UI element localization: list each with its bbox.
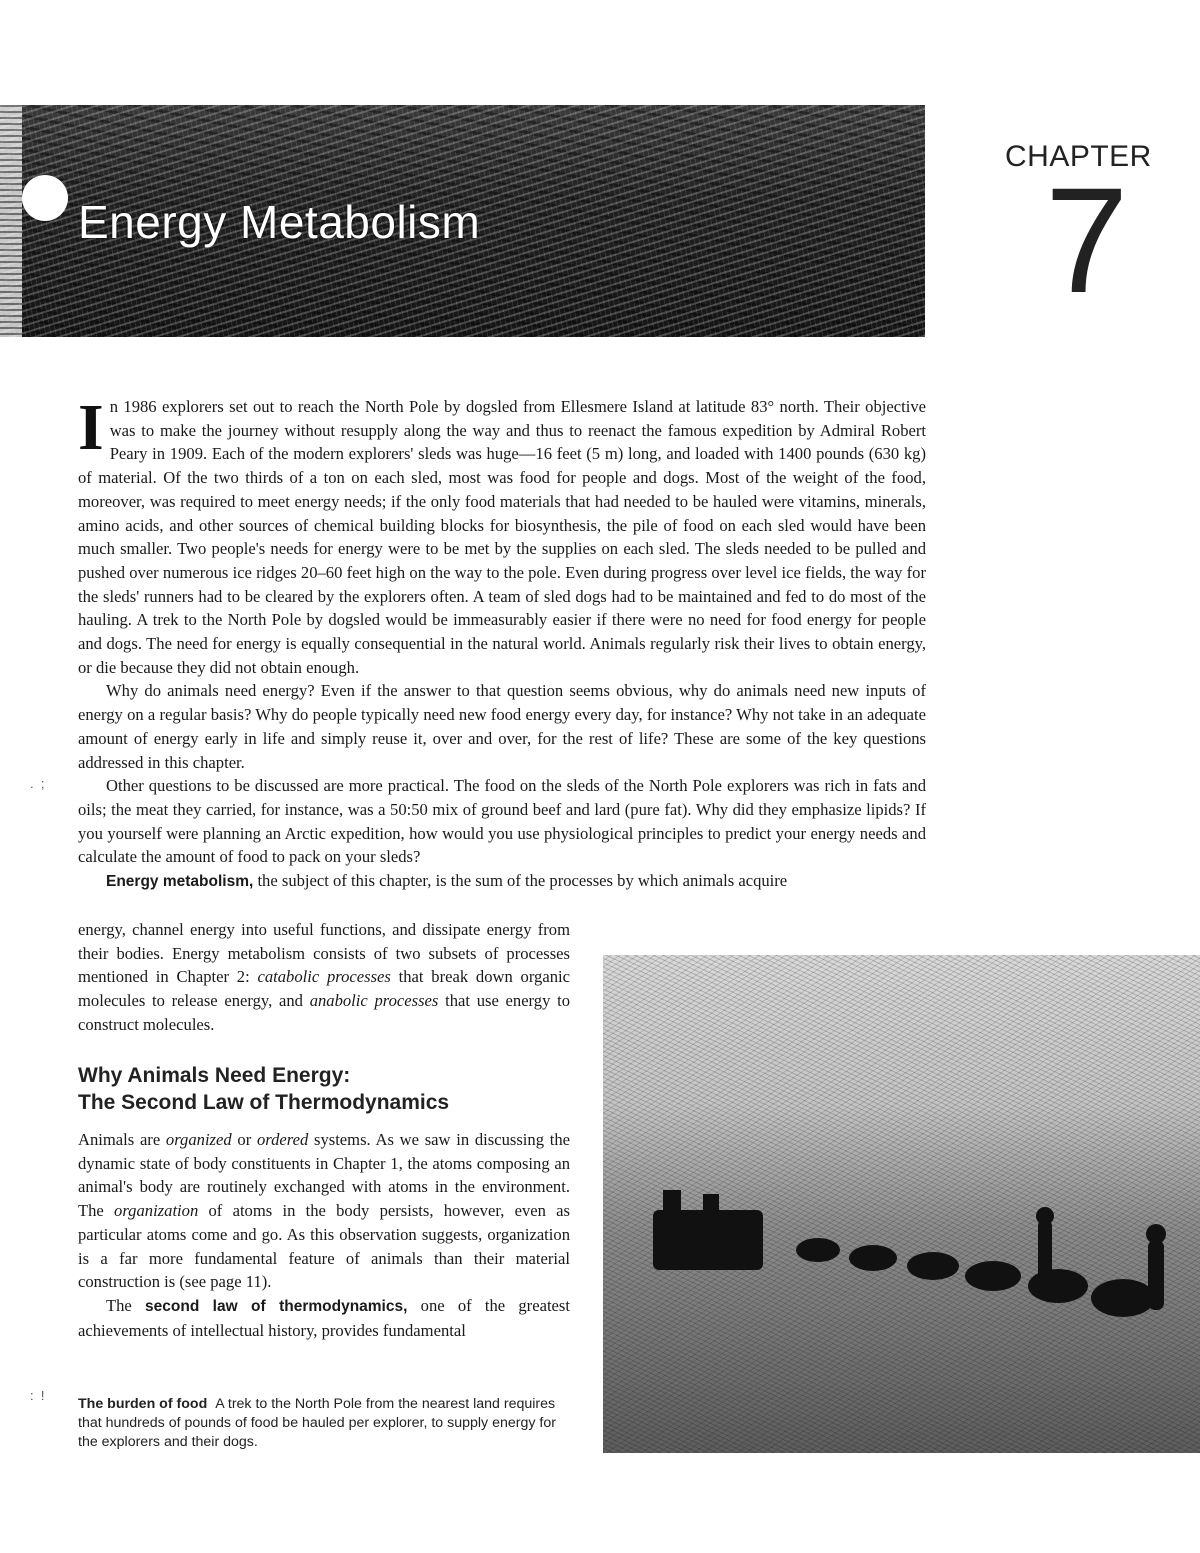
chapter-label: CHAPTER	[1005, 140, 1152, 173]
chapter-banner	[0, 105, 925, 337]
banner-torn-edge	[0, 105, 22, 337]
banner-dot-icon	[22, 175, 68, 221]
drop-cap: I	[78, 391, 104, 464]
sled-team-silhouettes	[643, 1180, 1183, 1330]
intro-paragraph-3: Other questions to be discussed are more practical. The food on the sleds of the North Pole explorers was rich in fats and oils; the meat they carried, for instance, was a 50:50 mix of ground beef and lard (pure fat). Why did they emphasize lipids? If you yourself were planning an Arctic expedition, how would you use physiological principles to predict your energy needs and calculate the amount of food to pack on your sleds?	[78, 776, 926, 867]
chapter-title: Energy Metabolism	[78, 196, 481, 248]
intro-paragraph-4-continued: energy, channel energy into useful functions, and dissipate energy from their bodies. Energy metabolism consists of two subsets of processes mentioned in Chapter 2: catabolic processes that break down organic molecules to release energy, and anabolic processes that use energy to construct molecules.	[78, 920, 571, 1034]
margin-mark: : !	[30, 1388, 45, 1403]
section-heading: Why Animals Need Energy: The Second Law of Thermodynamics	[78, 1064, 450, 1114]
chapter-number: 7	[1045, 156, 1129, 324]
intro-paragraph-1: In 1986 explorers set out to reach the North Pole by dogsled from Ellesmere Island at latitude 83° north. Their objective was to make the journey without resupply along the way and thus to reenact the famous expedition by Admiral Robert Peary in 1909. Each of the modern explorers' sleds was huge—16 feet (5 m) long, and loaded with 1400 pounds (630 kg) of material. Of the two thirds of a ton on each sled, most was food for people and dogs. Most of the weight of the food, moreover, was required to meet energy needs; if the only food materials that had needed to be hauled were vitamins, minerals, amino acids, and other sources of chemical building blocks for biosynthesis, the pile of food on each sled would have been much smaller. Two people's needs for energy were to be met by the supplies on each sled. The sleds needed to be pulled and pushed over numerous ice ridges 20–60 feet high on the way to the pole. Even during progress over level ice fields, the way for the sleds' runners had to be cleared by the explorers often. A team of sled dogs had to be maintained and fed to do most of the hauling. A trek to the North Pole by dogsled would be immeasurably easier if there were no need for food energy for people and dogs. The need for energy is equally consequential in the natural world. Animals regularly risk their lives to obtain energy, or die because they did not obtain enough.	[78, 391, 926, 677]
section-paragraph-1: Animals are organized or ordered systems. As we saw in discussing the dynamic state of body constituents in Chapter 1, the atoms composing an animal's body are routinely exchanged with atoms in the environment. The organization of atoms in the body persists, however, even as particular atoms come and go. As this observation suggests, organization is a far more fundamental feature of animals than their material construction is (see page 11).	[78, 1130, 570, 1292]
key-term: second law of thermodynamics,	[145, 1297, 408, 1315]
intro-text	[78, 391, 926, 894]
figure-caption	[78, 1395, 573, 1452]
section-paragraph-2: The second law of thermodynamics, one of the greatest achievements of intellectual history, provides fundamental	[78, 1295, 570, 1340]
key-term: Energy metabolism,	[106, 873, 254, 891]
section-text	[78, 1128, 570, 1342]
caption-title: The burden of food	[78, 1396, 208, 1412]
intro-paragraph-2: Why do animals need energy? Even if the answer to that question seems obvious, why do animals need new inputs of energy on a regular basis? Why do people typically need new food energy every day, for instance? Why not take in an adequate amount of energy early in life and simply reuse it, over and over, for the rest of life? These are some of the key questions addressed in this chapter.	[78, 681, 926, 772]
intro-paragraph-4-start: Energy metabolism, the subject of this chapter, is the sum of the processes by which animals acquire	[106, 871, 788, 891]
dogsled-photo	[603, 955, 1200, 1453]
margin-mark: . ;	[30, 776, 45, 791]
caption-text: A trek to the North Pole from the nearest land requires that hundreds of pounds of food be hauled per explorer, to supply energy for the explorers and their dogs.	[78, 1396, 556, 1450]
